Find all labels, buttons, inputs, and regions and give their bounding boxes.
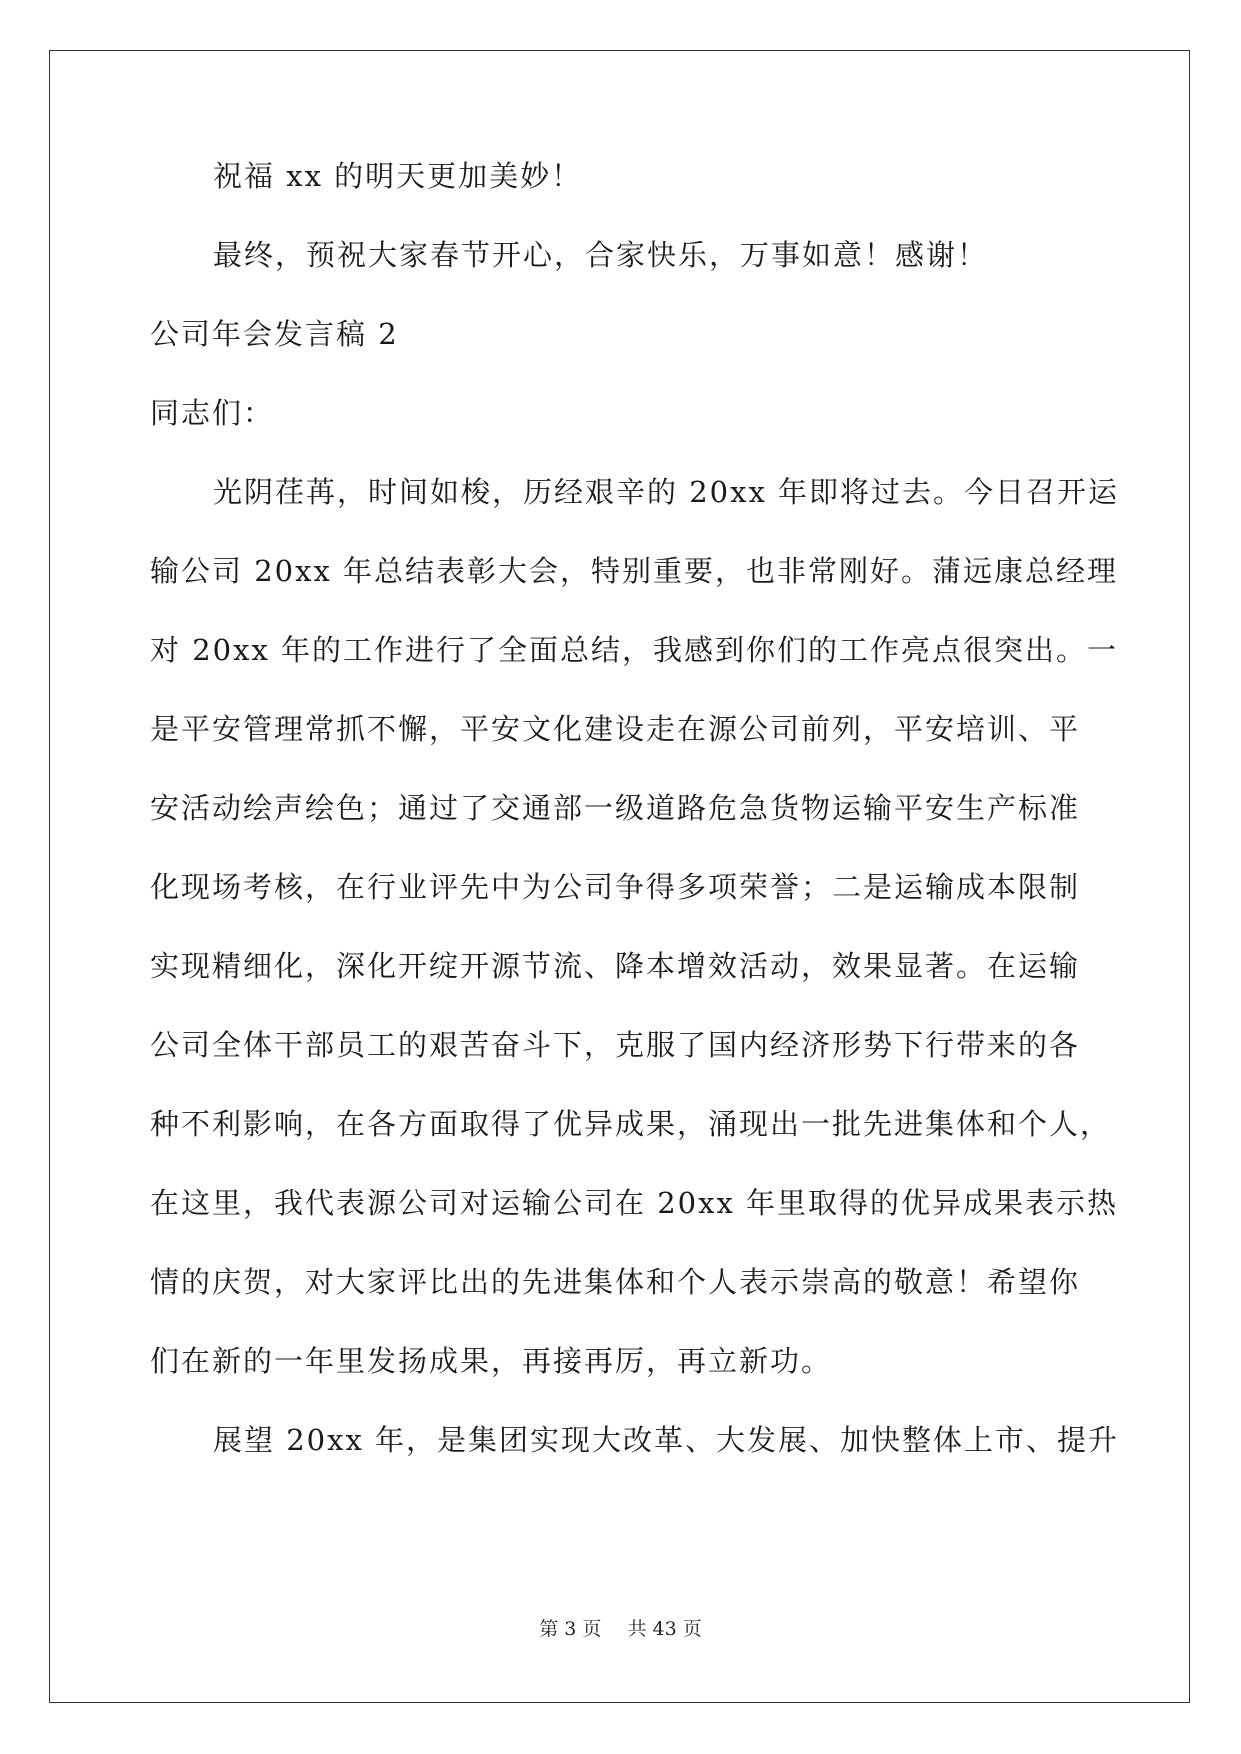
text-line: 是平安管理常抓不懈，平安文化建设走在源公司前列，平安培训、平 xyxy=(150,712,1081,746)
text-line: 实现精细化，深化开绽开源节流、降本增效活动，效果显著。在运输 xyxy=(150,949,1081,983)
page-total: 共 43 页 xyxy=(627,1618,702,1640)
page-footer xyxy=(0,1614,1241,1641)
text-line: 们在新的一年里发扬成果，再接再厉，再立新功。 xyxy=(150,1344,833,1378)
text-line: 光阴荏苒，时间如梭，历经艰辛的 20xx 年即将过去。今日召开运 xyxy=(213,475,1120,509)
page-number: 第 3 页 xyxy=(539,1618,602,1640)
text-line: 输公司 20xx 年总结表彰大会，特别重要，也非常刚好。蒲远康总经理 xyxy=(150,554,1119,588)
text-line: 公司全体干部员工的艰苦奋斗下，克服了国内经济形势下行带来的各 xyxy=(150,1028,1081,1062)
text-line: 最终，预祝大家春节开心，合家快乐，万事如意！感谢！ xyxy=(213,238,989,272)
document-body xyxy=(150,159,1120,1503)
text-line: 祝福 xx 的明天更加美妙！ xyxy=(213,159,583,193)
salutation: 同志们： xyxy=(150,396,275,430)
text-line: 安活动绘声绘色；通过了交通部一级道路危急货物运输平安生产标准 xyxy=(150,791,1081,825)
text-line: 展望 20xx 年，是集团实现大改革、大发展、加快整体上市、提升 xyxy=(213,1423,1120,1457)
text-line: 化现场考核，在行业评先中为公司争得多项荣誉；二是运输成本限制 xyxy=(150,870,1081,904)
section-heading: 公司年会发言稿 2 xyxy=(150,317,399,351)
text-line: 情的庆贺，对大家评比出的先进集体和个人表示崇高的敬意！希望你 xyxy=(150,1265,1081,1299)
text-line: 种不利影响，在各方面取得了优异成果，涌现出一批先进集体和个人， xyxy=(150,1107,1112,1141)
text-line: 在这里，我代表源公司对运输公司在 20xx 年里取得的优异成果表示热 xyxy=(150,1186,1119,1220)
text-line: 对 20xx 年的工作进行了全面总结，我感到你们的工作亮点很突出。一 xyxy=(150,633,1119,667)
